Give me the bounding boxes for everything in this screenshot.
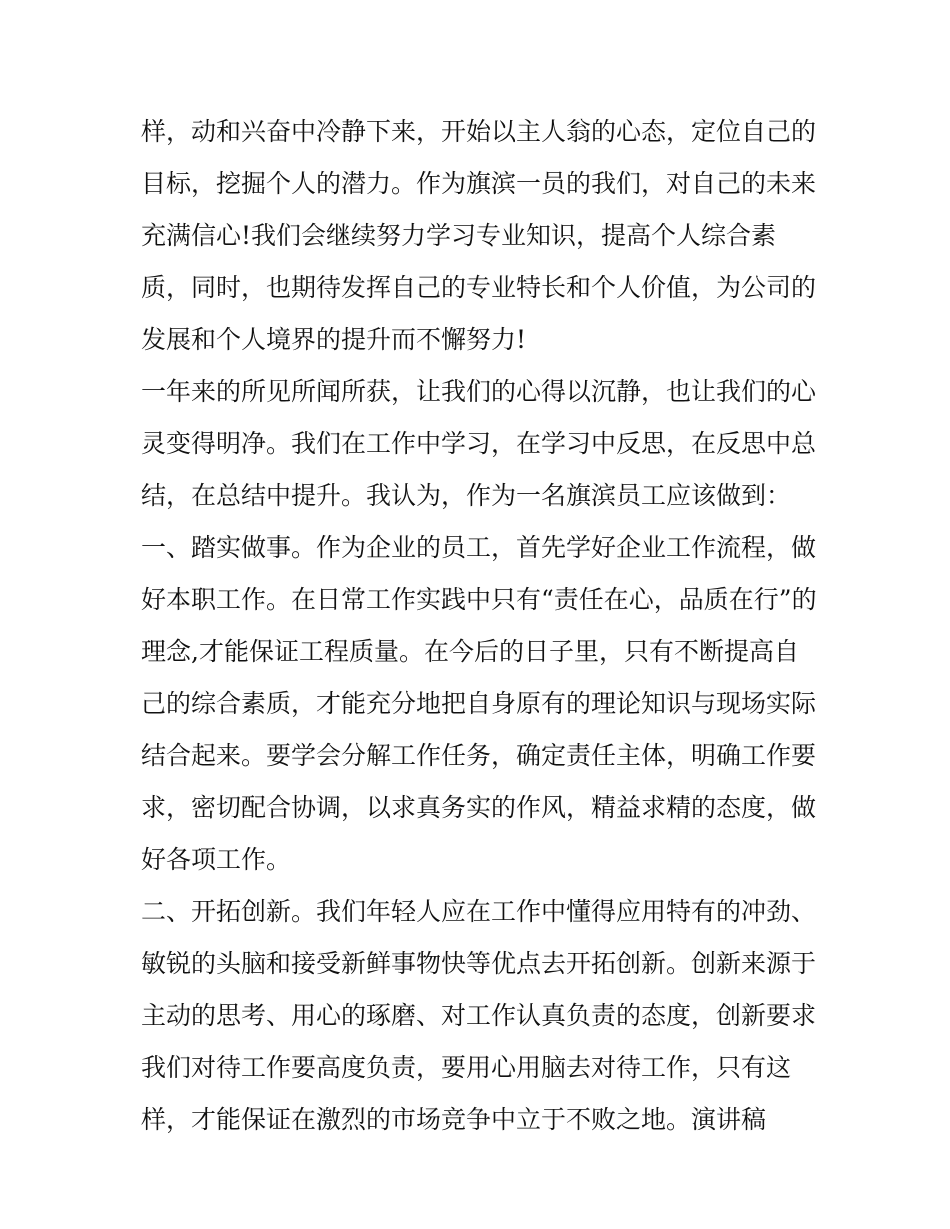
text-line: 样，动和兴奋中冷静下来，开始以主人翁的心态，定位自己的 — [141, 117, 817, 146]
text-line: 一、踏实做事。作为企业的员工，首先学好企业工作流程，做 — [141, 533, 817, 562]
text-line: 敏锐的头脑和接受新鲜事物快等优点去开拓创新。创新来源于 — [141, 949, 817, 978]
text-line: 一年来的所见所闻所获，让我们的心得以沉静，也让我们的心 — [141, 377, 817, 406]
text-line: 发展和个人境界的提升而不懈努力! — [141, 325, 527, 354]
text-line: 目标，挖掘个人的潜力。作为旗滨一员的我们，对自己的未来 — [141, 169, 817, 198]
text-line: 样，才能保证在激烈的市场竞争中立于不败之地。演讲稿 — [141, 1105, 767, 1134]
text-line: 质，同时，也期待发挥自己的专业特长和个人价值，为公司的 — [141, 273, 817, 302]
text-line: 我们对待工作要高度负责，要用心用脑去对待工作，只有这 — [141, 1053, 792, 1082]
text-line: 结合起来。要学会分解工作任务，确定责任主体，明确工作要 — [141, 741, 817, 770]
text-line: 求，密切配合协调，以求真务实的作风，精益求精的态度，做 — [141, 793, 817, 822]
text-line: 二、开拓创新。我们年轻人应在工作中懂得应用特有的冲劲、 — [141, 897, 817, 926]
text-line: 好本职工作。在日常工作实践中只有“责任在心，品质在行”的 — [141, 585, 817, 614]
document-body — [141, 106, 821, 1146]
text-line: 充满信心!我们会继续努力学习专业知识，提高个人综合素 — [141, 221, 777, 250]
text-line: 灵变得明净。我们在工作中学习，在学习中反思，在反思中总 — [141, 429, 817, 458]
text-line: 理念,才能保证工程质量。在今后的日子里，只有不断提高自 — [141, 637, 799, 666]
text-line: 好各项工作。 — [141, 845, 292, 874]
text-line: 主动的思考、用心的琢磨、对工作认真负责的态度，创新要求 — [141, 1001, 817, 1030]
text-line: 己的综合素质，才能充分地把自身原有的理论知识与现场实际 — [141, 689, 817, 718]
text-line: 结，在总结中提升。我认为，作为一名旗滨员工应该做到： — [141, 481, 792, 510]
